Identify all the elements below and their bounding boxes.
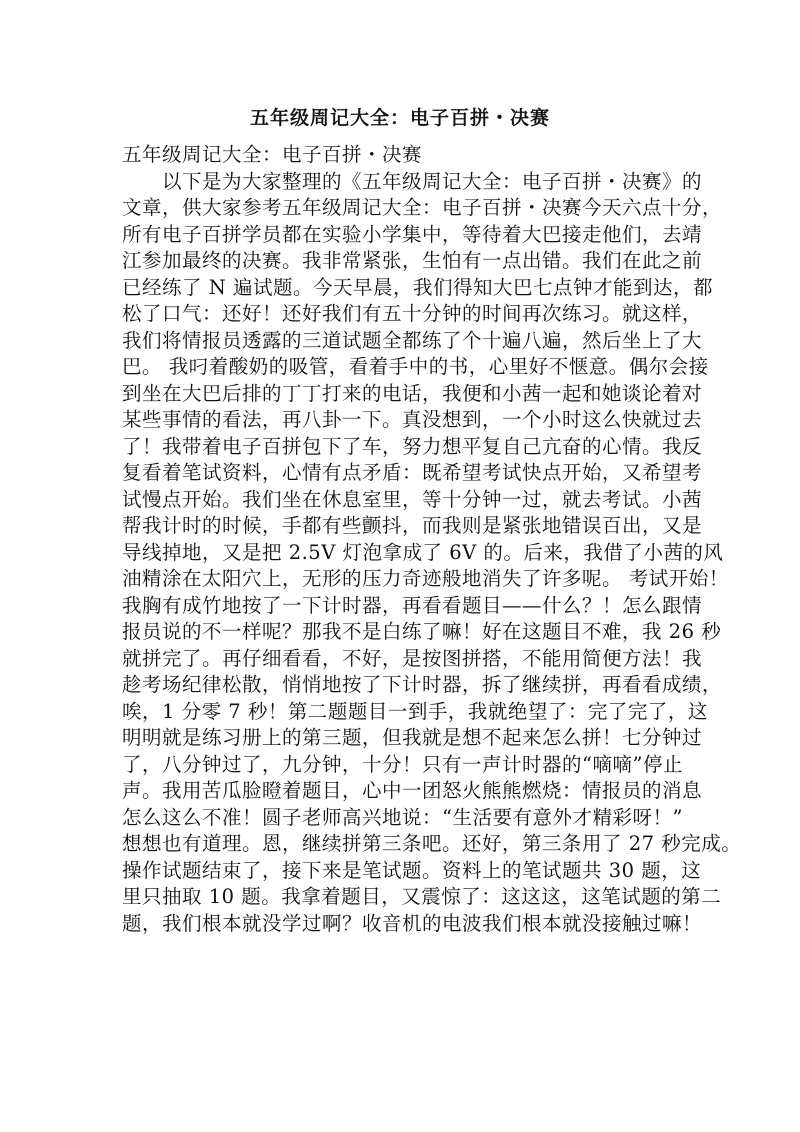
text-line: 帮我计时的时候，手都有些颤抖，而我则是紧张地错误百出，又是 xyxy=(122,514,703,537)
text-line: 已经练了 N 遍试题。今天早晨，我们得知大巴七点钟才能到达，都 xyxy=(122,275,713,299)
text-line: 明明就是练习册上的第三题，但我就是想不起来怎么拼！七分钟过 xyxy=(122,726,703,749)
text-line: 江参加最终的决赛。我非常紧张，生怕有一点出错。我们在此之前 xyxy=(122,249,703,272)
text-line: 趁考场纪律松散，悄悄地按了下计时器，拆了继续拼，再看看成绩， xyxy=(122,673,723,696)
text-line: 想想也有道理。恩，继续拼第三条吧。还好，第三条用了 27 秒完成。 xyxy=(122,832,742,855)
text-line: 所有电子百拼学员都在实验小学集中，等待着大巴接走他们，去靖 xyxy=(122,222,703,246)
text-line: 复看着笔试资料，心情有点矛盾：既希望考试快点开始，又希望考 xyxy=(122,461,703,484)
text-line: 导线掉地，又是把 2.5V 灯泡拿成了 6V 的。后来，我借了小茜的风 xyxy=(122,540,724,564)
text-line: 试慢点开始。我们坐在休息室里，等十分钟一过，就去考试。小茜 xyxy=(122,487,703,511)
text-line: 了！我带着电子百拼包下了车，努力想平复自己亢奋的心情。我反 xyxy=(122,434,703,458)
text-line: 了，八分钟过了，九分钟，十分！只有一声计时器的“嘀嘀”停止 xyxy=(122,752,683,776)
text-line: 报员说的不一样呢？那我不是白练了嘛！好在这题目不难，我 26 秒 xyxy=(122,620,722,643)
text-line: 我胸有成竹地按了一下计时器，再看看题目——什么？！怎么跟情 xyxy=(122,593,703,617)
document-title: 五年级周记大全：电子百拼・决赛 xyxy=(249,107,550,129)
text-line: 里只抽取 10 题。我拿着题目，又震惊了：这这这，这笔试题的第二 xyxy=(122,885,722,908)
text-line: 唉，1 分零 7 秒！第二题题目一到手，我就绝望了：完了完了，这 xyxy=(122,699,708,723)
text-line: 五年级周记大全：电子百拼・决赛 xyxy=(122,143,423,166)
text-line: 题，我们根本就没学过啊？收音机的电波我们根本就没接触过嘛！ xyxy=(122,911,703,935)
text-line: 某些事情的看法，再八卦一下。真没想到，一个小时这么快就过去 xyxy=(122,408,703,431)
text-line: 我们将情报员透露的三道试题全都练了个十遍八遍，然后坐上了大 xyxy=(122,328,703,352)
text-line: 油精涂在太阳穴上，无形的压力奇迹般地消失了许多呢。 考试开始！ xyxy=(122,567,729,590)
document-body xyxy=(122,142,742,937)
text-line: 到坐在大巴后排的丁丁打来的电话，我便和小茜一起和她谈论着对 xyxy=(122,381,703,405)
text-line: 操作试题结束了，接下来是笔试题。资料上的笔试题共 30 题，这 xyxy=(122,858,702,882)
text-line: 文章，供大家参考五年级周记大全：电子百拼・决赛今天六点十分， xyxy=(122,196,723,219)
text-line: 巴。 我叼着酸奶的吸管，看着手中的书，心里好不惬意。偶尔会接 xyxy=(122,355,709,378)
text-line: 怎么这么不准！圆子老师高兴地说：“生活要有意外才精彩呀！” xyxy=(122,805,683,829)
text-line: 松了口气：还好！还好我们有五十分钟的时间再次练习。就这样， xyxy=(122,302,703,325)
text-line: 以下是为大家整理的《五年级周记大全：电子百拼・决赛》的 xyxy=(122,169,703,193)
text-line: 就拼完了。再仔细看看，不好，是按图拼搭，不能用简便方法！我 xyxy=(122,646,703,670)
text-line: 声。我用苦瓜脸瞪着题目，心中一团怒火熊熊燃烧：情报员的消息 xyxy=(122,779,703,802)
